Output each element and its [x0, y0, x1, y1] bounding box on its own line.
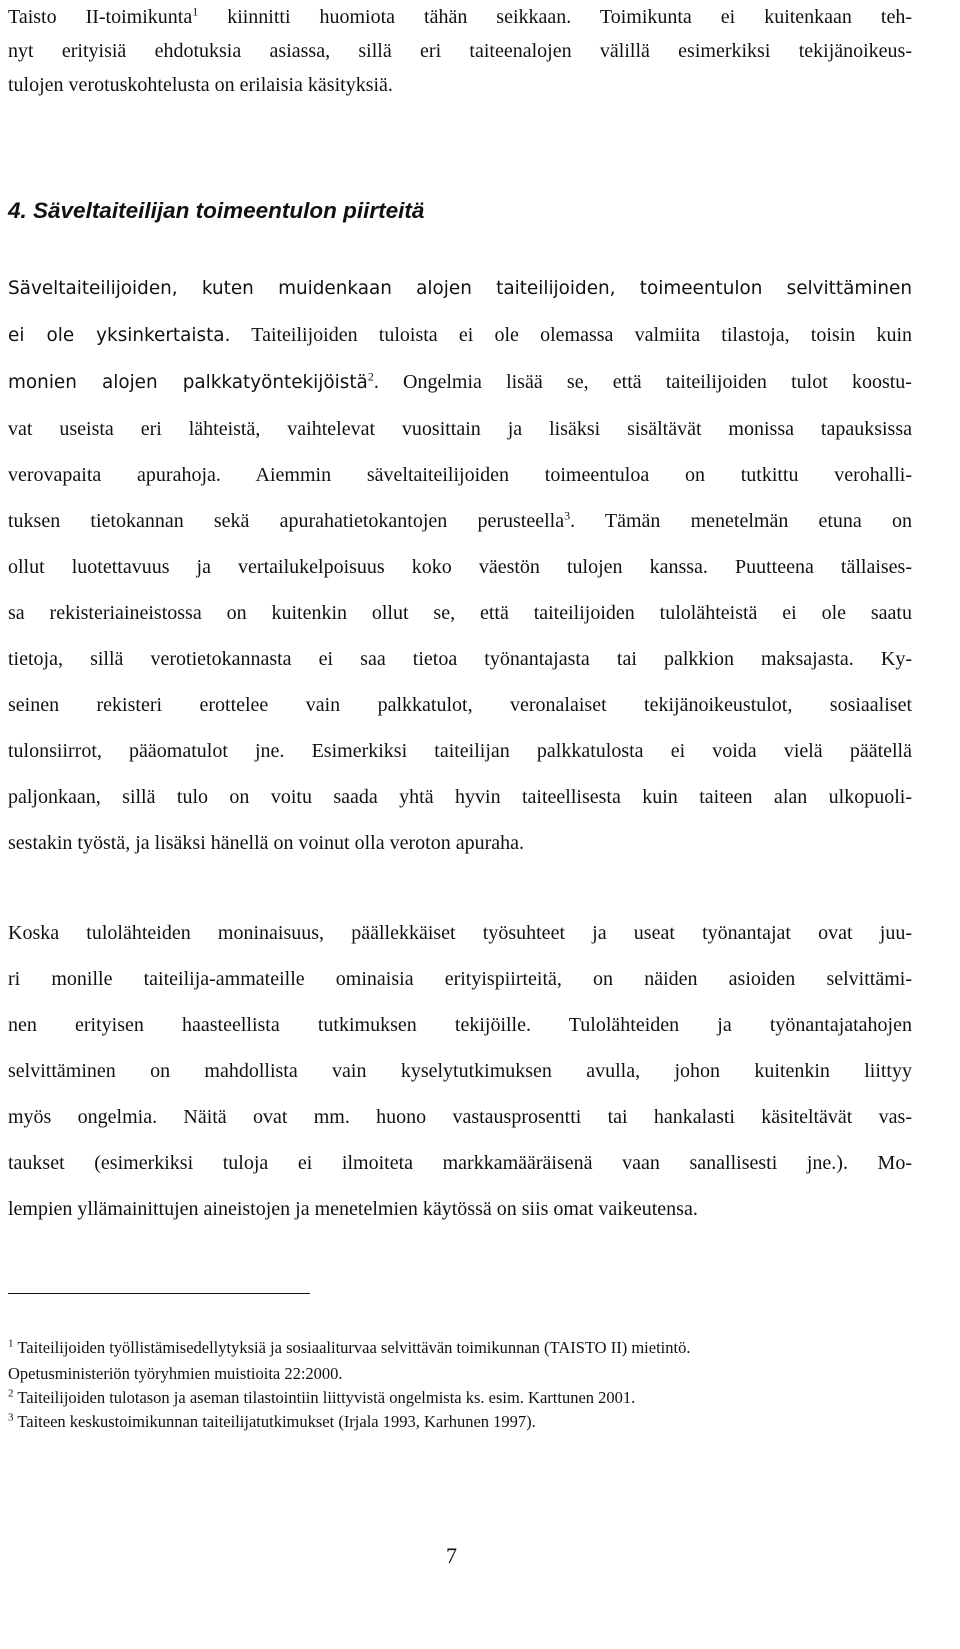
paragraph-line: sa rekisteriaineistossa on kuitenkin ollut se, että taiteilijoiden tulolähteistä ei ole saatu — [8, 602, 912, 624]
footnote-separator — [8, 1293, 310, 1294]
paragraph-2 — [8, 910, 912, 1232]
footnote-ref-1: 1 — [192, 4, 199, 19]
paragraph-line: ollut luotettavuus ja vertailukelpoisuus koko väestön tulojen kanssa. Puutteena tällaises- — [8, 556, 913, 578]
paragraph-line: monien alojen palkkatyöntekijöistä$^2$. Ongelmia lisää se, että taiteilijoiden tulot koostu- — [8, 369, 912, 393]
paragraph-line: tuksen tietokannan sekä apurahatietokantojen perusteella$^3$. Tämän menetelmän etuna on — [8, 508, 912, 532]
paragraph-line: taukset (esimerkiksi tuloja ei ilmoiteta markkamääräisenä vaan sanallisesti jne.). Mo- — [8, 1152, 912, 1174]
paragraph-line: myös ongelmia. Näitä ovat mm. huono vastausprosentti tai hankalasti käsiteltävät vas- — [8, 1106, 912, 1128]
footnote-ref-2: 2 — [367, 369, 374, 384]
top-paragraph-line: Taisto II-toimikunta$^1$ kiinnitti huomiota tähän seikkaan. Toimikunta ei kuitenkaan teh- — [8, 4, 912, 28]
paragraph-line: Koska tulolähteiden moninaisuus, päällekkäiset työsuhteet ja useat työnantajat ovat juu- — [8, 922, 912, 944]
paragraph-line: seinen rekisteri erottelee vain palkkatulot, veronalaiset tekijänoikeustulot, sosiaaliset — [8, 694, 912, 716]
paragraph-line: verovapaita apurahoja. Aiemmin säveltaiteilijoiden toimeentuloa on tutkittu verohalli- — [8, 464, 912, 486]
footnote-number: 1 — [8, 1337, 14, 1350]
paragraph-line: lempien yllämainittujen aineistojen ja menetelmien käytössä on siis omat vaikeutensa. — [8, 1198, 698, 1220]
footnote-2: $^2$ Taiteilijoiden tulotason ja aseman tilastointiin liittyvistä ongelmista ks. esim. Karttunen 2001. — [8, 1387, 636, 1407]
paragraph-line: paljonkaan, sillä tulo on voitu saada yhtä hyvin taiteellisesta kuin taiteen alan ulkopuoli- — [8, 786, 912, 808]
section-heading: 4. Säveltaiteilijan toimeentulon piirteitä — [8, 198, 425, 223]
paragraph-1 — [8, 266, 912, 866]
paragraph-line: Säveltaiteilijoiden, kuten muidenkaan alojen taiteilijoiden, toimeentulon selvittäminen — [8, 278, 912, 299]
footnote-number: 3 — [8, 1411, 14, 1424]
footnote-1: $^1$ Taiteilijoiden työllistämisedellytyksiä ja sosiaaliturvaa selvittävän toimikunnan (TAISTO II) mietintö. — [8, 1337, 691, 1357]
footnote-number: 2 — [8, 1387, 14, 1400]
footnote-1-continued: Opetusministeriön työryhmien muistioita 22:2000. — [8, 1364, 343, 1383]
paragraph-line: tulonsiirrot, pääomatulot jne. Esimerkiksi taiteilijan palkkatulosta ei voida vielä päätellä — [8, 740, 912, 762]
footnote-ref-3: 3 — [564, 508, 571, 523]
paragraph-line: tietoja, sillä verotietokannasta ei saa tietoa työnantajasta tai palkkion maksajasta. Ky- — [8, 648, 912, 670]
paragraph-line: nen erityisen haasteellista tutkimuksen tekijöille. Tulolähteiden ja työnantajatahojen — [8, 1014, 912, 1036]
top-paragraph-line: nyt erityisiä ehdotuksia asiassa, sillä eri taiteenalojen välillä esimerkiksi tekijänoikeus- — [8, 40, 912, 62]
footnote-3: $^3$ Taiteen keskustoimikunnan taiteilijatutkimukset (Irjala 1993, Karhunen 1997). — [8, 1411, 536, 1431]
page-number: 7 — [446, 1543, 457, 1568]
paragraph-line: vat useista eri lähteistä, vaihtelevat vuosittain ja lisäksi sisältävät monissa tapauksissa — [8, 418, 912, 440]
top-paragraph-line: tulojen verotuskohtelusta on erilaisia käsityksiä. — [8, 74, 393, 96]
paragraph-line: sestakin työstä, ja lisäksi hänellä on voinut olla veroton apuraha. — [8, 832, 524, 854]
paragraph-line: ri monille taiteilija-ammateille ominaisia erityispiirteitä, on näiden asioiden selvittämi- — [8, 968, 912, 990]
paragraph-line: selvittäminen on mahdollista vain kyselytutkimuksen avulla, johon kuitenkin liittyy — [8, 1060, 912, 1082]
top-paragraph — [8, 0, 912, 108]
paragraph-line: ei ole yksinkertaista. Taiteilijoiden tuloista ei ole olemassa valmiita tilastoja, toisin kuin — [8, 324, 913, 346]
